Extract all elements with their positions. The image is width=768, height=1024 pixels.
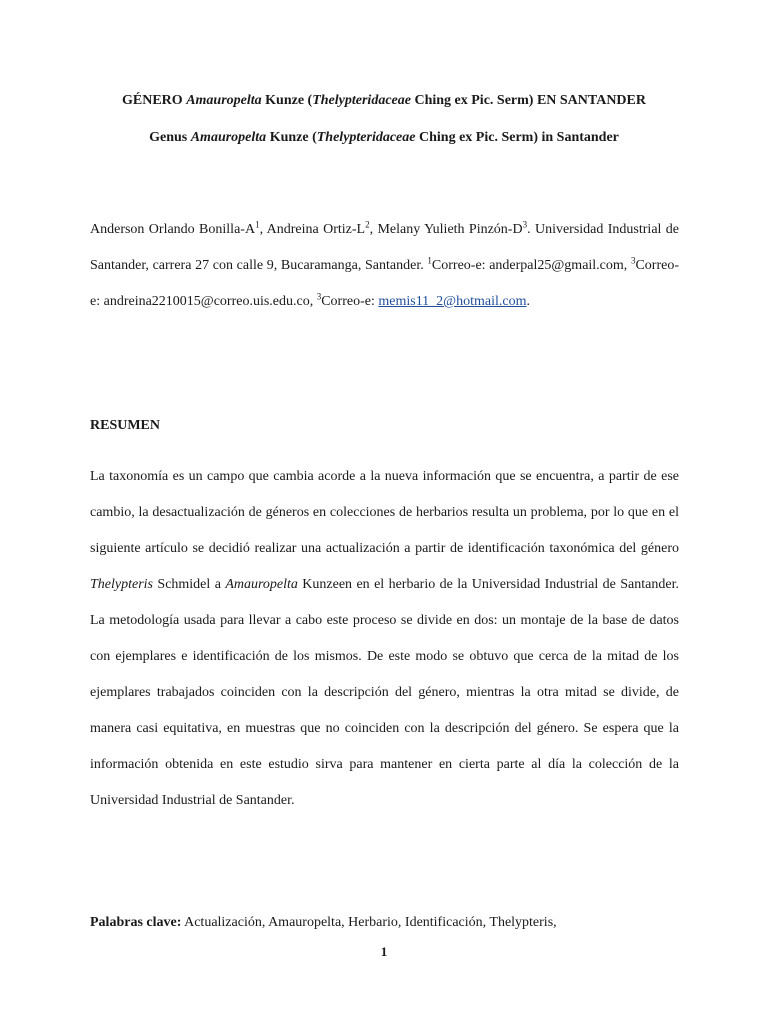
email-superscript: 3: [630, 255, 636, 266]
title-genus-italic: Amauropelta: [186, 93, 262, 108]
keywords: [90, 915, 690, 931]
author-superscript: 3: [522, 219, 528, 230]
author-superscript: 2: [365, 219, 370, 230]
title-family-italic: Thelypteridaceae: [316, 130, 416, 145]
title-text: Ching ex Pic. Serm) EN SANTANDER: [410, 93, 646, 108]
email-text: Correo-e: andreina2210015@correo.uis.edu.co,: [90, 258, 680, 309]
email-text: Correo-e: anderpal25@gmail.com,: [431, 258, 631, 273]
title-spanish: [0, 93, 768, 109]
title-text: Genus: [149, 130, 191, 145]
email-text: Correo-e:: [321, 294, 379, 309]
keywords-list: Actualización, Amauropelta, Herbario, Identificación, Thelypteris,: [181, 915, 557, 930]
title-genus-italic: Amauropelta: [190, 130, 267, 145]
affiliation-text: . Universidad Industrial de Santander, carrera 27 con calle 9, Bucaramanga, Santander.: [90, 222, 680, 273]
abstract-text: Schmidel a: [153, 577, 226, 592]
abstract-heading: RESUMEN: [90, 418, 161, 433]
title-text: Kunze (: [261, 93, 313, 108]
title-text: Ching ex Pic. Serm) in Santander: [415, 130, 619, 145]
author-name: Anderson Orlando Bonilla-A: [90, 222, 256, 237]
keywords-label: Palabras clave:: [90, 915, 182, 930]
abstract-body: [90, 459, 679, 819]
title-family-italic: Thelypteridaceae: [312, 93, 411, 108]
genus-italic: Thelypteris: [90, 577, 153, 592]
author-name: , Melany Yulieth Pinzón-D: [369, 222, 523, 237]
title-text: GÉNERO: [122, 93, 187, 108]
title-text: Kunze (: [266, 130, 317, 145]
genus-italic: Amauropelta: [225, 577, 298, 592]
email-superscript: 3: [316, 291, 322, 302]
email-superscript: 1: [427, 255, 432, 266]
email-link[interactable]: memis11_2@hotmail.com: [378, 294, 527, 309]
abstract-text: Kunzeen en el herbario de la Universidad Industrial de Santander. La metodología usada para llevar a cabo este proceso se divide en dos: un montaje de la base de datos con ejemplares e identificación de los mismos. De este modo se obtuvo que cerca de la mitad de los ejemplares trabajados coinciden con la descripción del género, mientras la otra mitad se divide, de manera casi equitativa, en muestras que no coinciden con la descripción del género. Se espera que la información obtenida en este estudio sirva para mantener en cierta parte al día la colección de la Universidad Industrial de Santander.: [90, 577, 679, 808]
page-number: 1: [380, 944, 388, 959]
abstract-text: La taxonomía es un campo que cambia acorde a la nueva información que se encuentra, a partir de ese cambio, la desactualización de géneros en colecciones de herbarios resulta un problema, por lo que en el siguiente artículo se decidió realizar una actualización a partir de identificación taxonómica del género: [90, 469, 679, 556]
author-name: , Andreina Ortiz-L: [259, 222, 366, 237]
author-superscript: 1: [255, 219, 260, 230]
title-english: [0, 130, 768, 146]
authors-affiliation: [90, 212, 679, 320]
punctuation: .: [526, 294, 530, 309]
